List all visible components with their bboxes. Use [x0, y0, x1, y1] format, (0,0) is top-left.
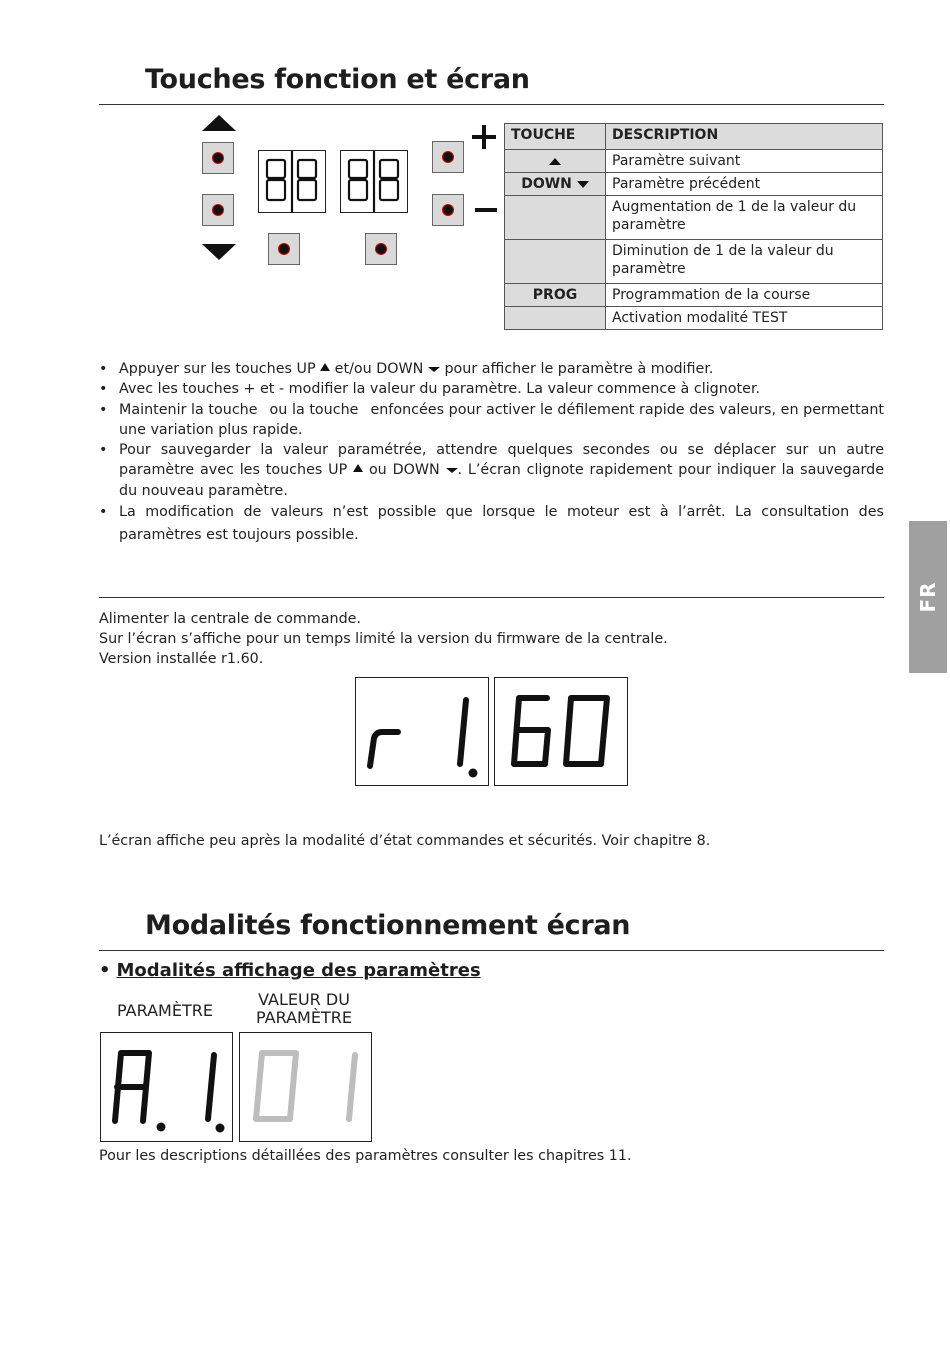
row-description: Paramètre suivant [606, 150, 883, 173]
arrow-down-icon [577, 181, 589, 188]
parameter-display [100, 1032, 233, 1142]
row-key: PROG [505, 284, 606, 307]
section-title-display: Modalités fonctionnement écran [145, 910, 631, 941]
table-row [505, 173, 883, 196]
table-row [505, 240, 883, 284]
row-description: Diminution de 1 de la valeur du paramètre [606, 240, 883, 284]
instructions-list [99, 359, 884, 547]
plus-icon [472, 125, 496, 149]
title-rule [99, 950, 884, 951]
table-header-row [505, 124, 883, 150]
subheading: • Modalités affichage des paramètres [99, 960, 481, 981]
arrow-up-icon [202, 115, 236, 131]
segment-display-left [259, 151, 325, 212]
list-item: • La modification de valeurs n’est possible que lorsque le moteur est à l’arrêt. La consultation des paramètres est toujours possible. [99, 501, 884, 547]
section-rule [99, 597, 884, 598]
keypad-diagram [199, 113, 504, 273]
display-right [340, 150, 408, 213]
list-item: • Avec les touches + et - modifier la valeur du paramètre. La valeur commence à clignoter. [99, 379, 884, 399]
firmware-display-left [355, 677, 489, 786]
segment-display-a1 [101, 1033, 232, 1141]
list-item: • Maintenir la touche ou la touche enfoncées pour activer le défilement rapide des valeurs, en permettant une variation plus rapide. [99, 400, 884, 441]
value-display [239, 1032, 372, 1142]
row-description: Paramètre précédent [606, 173, 883, 196]
plus-key[interactable] [432, 141, 464, 173]
row-key [505, 196, 606, 240]
up-key[interactable] [202, 142, 234, 174]
table-row [505, 307, 883, 330]
title-rule [99, 104, 884, 105]
arrow-down-icon [202, 244, 236, 260]
label-parameter: PARAMÈTRE [117, 1001, 213, 1020]
row-description: Augmentation de 1 de la valeur du paramètre [606, 196, 883, 240]
firmware-display-right [494, 677, 628, 786]
col-header-description: DESCRIPTION [606, 124, 883, 150]
key-led-icon [442, 151, 454, 163]
arrow-down-icon [428, 367, 440, 372]
segment-display-right [341, 151, 407, 212]
key-description-table [504, 123, 883, 330]
table-row [505, 150, 883, 173]
segment-display-r1 [356, 678, 488, 785]
arrow-up-icon [320, 363, 330, 371]
row-key: DOWN [521, 176, 572, 192]
language-tab: FR [909, 521, 947, 673]
row-description: Activation modalité TEST [606, 307, 883, 330]
arrow-down-icon [446, 468, 458, 473]
section-title-keys: Touches fonction et écran [145, 64, 530, 95]
table-row [505, 196, 883, 240]
key-led-icon [212, 204, 224, 216]
key-led-icon [278, 243, 290, 255]
display-left [258, 150, 326, 213]
arrow-up-icon [353, 464, 363, 472]
row-key [505, 240, 606, 284]
prog-key[interactable] [268, 233, 300, 265]
row-description: Programmation de la course [606, 284, 883, 307]
key-led-icon [212, 152, 224, 164]
key-led-icon [442, 204, 454, 216]
row-key [505, 307, 606, 330]
list-item: • Pour sauvegarder la valeur paramétrée, attendre quelques secondes ou se déplacer sur un autre paramètre avec les touches UP ou DOWN . L’écran clignote rapidement pour indiquer la sauvegarde du nouveau paramètre. [99, 440, 884, 501]
key-led-icon [375, 243, 387, 255]
label-value: VALEUR DU PARAMÈTRE [256, 990, 352, 1027]
test-key[interactable] [365, 233, 397, 265]
segment-display-01 [240, 1033, 371, 1141]
arrow-up-icon [549, 158, 561, 165]
col-header-key: TOUCHE [505, 124, 606, 150]
minus-icon [475, 208, 497, 212]
down-key[interactable] [202, 194, 234, 226]
footer-text: Pour les descriptions détaillées des paramètres consulter les chapitres 11. [99, 1148, 632, 1164]
table-row [505, 284, 883, 307]
list-item: • Appuyer sur les touches UP et/ou DOWN pour afficher le paramètre à modifier. [99, 359, 884, 379]
power-on-text: Alimenter la centrale de commande. Sur l’écran s’affiche pour un temps limité la version du firmware de la centrale. Version installée r1.60. [99, 611, 668, 667]
segment-display-60 [495, 678, 627, 785]
status-mode-text: L’écran affiche peu après la modalité d’état commandes et sécurités. Voir chapitre 8. [99, 833, 711, 849]
minus-key[interactable] [432, 194, 464, 226]
